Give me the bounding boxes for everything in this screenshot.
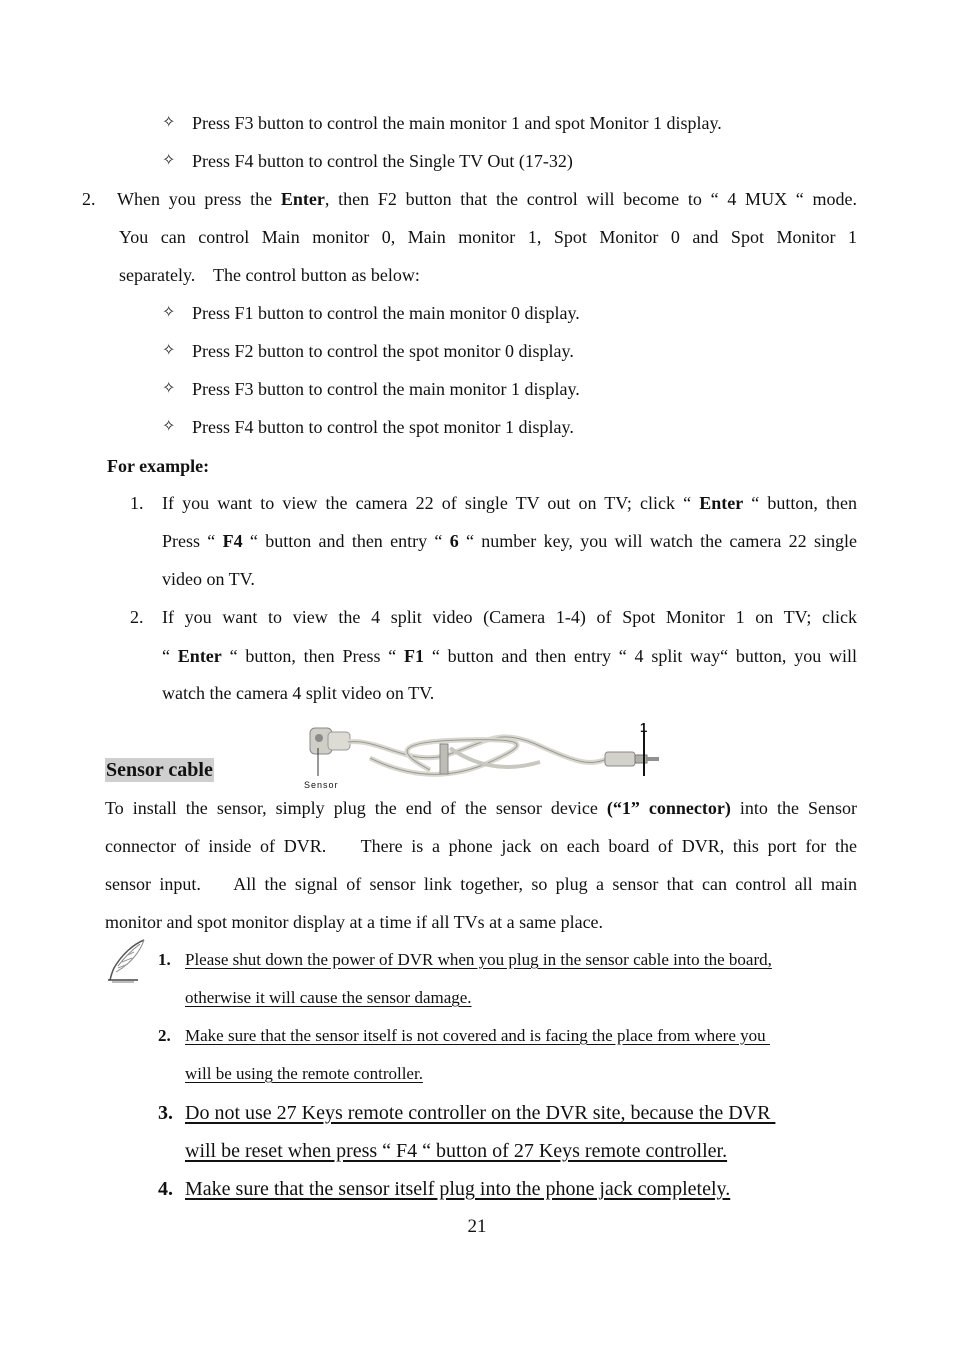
paragraph-line: “ Enter “ button, then Press “ F1 “ button and then entry “ 4 split way“ button, you will [162,646,858,666]
note-number: 4. [158,1178,173,1200]
diamond-bullet-icon: ✧ [162,152,176,169]
note-text: Make sure that the sensor itself plug into the phone jack completely. [185,1178,731,1200]
paragraph-line: If you want to view the 4 split video (Camera 1-4) of Spot Monitor 1 on TV; click [162,607,857,627]
diamond-bullet-icon: ✧ [162,380,176,397]
page-number: 21 [467,1216,487,1237]
bullet-text: Press F1 button to control the main monitor 0 display. [192,303,580,323]
diamond-bullet-icon: ✧ [162,114,176,131]
connector-label: 1 [640,720,648,735]
paragraph-line: You can control Main monitor 0, Main monitor 1, Spot Monitor 0 and Spot Monitor 1 [119,227,857,247]
bullet-text: Press F2 button to control the spot monitor 0 display. [192,341,574,361]
bullet-text: Press F3 button to control the main monitor 1 display. [192,379,580,399]
note-text: Make sure that the sensor itself is not covered and is facing the place from where you [185,1026,770,1045]
list-number: 2. [82,189,96,209]
diamond-bullet-icon: ✧ [162,418,176,435]
sensor-label: Sensor [304,780,339,790]
paragraph-line: When you press the Enter, then F2 button that the control will become to “ 4 MUX “ mode. [117,189,857,209]
note-number: 2. [158,1026,171,1045]
list-number: 1. [130,493,144,513]
paragraph-line: video on TV. [162,569,255,589]
note-number: 3. [158,1102,173,1124]
paragraph-line: sensor input. All the signal of sensor link together, so plug a sensor that can control all main [105,874,857,894]
paragraph-line: Press “ F4 “ button and then entry “ 6 “ number key, you will watch the camera 22 single [162,531,857,551]
note-number: 1. [158,950,171,969]
note-text: will be reset when press “ F4 “ button of 27 Keys remote controller. [185,1140,728,1162]
paragraph-line: If you want to view the camera 22 of single TV out on TV; click “ Enter “ button, then [162,493,857,513]
diamond-bullet-icon: ✧ [162,342,176,359]
list-number: 2. [130,607,144,627]
note-text: Do not use 27 Keys remote controller on the DVR site, because the DVR [185,1102,776,1124]
example-heading: For example: [107,456,210,476]
note-text: otherwise it will cause the sensor damage. [185,988,472,1007]
note-text: will be using the remote controller. [185,1064,423,1083]
bullet-text: Press F4 button to control the Single TV Out (17-32) [192,151,573,171]
paragraph-line: connector of inside of DVR. There is a phone jack on each board of DVR, this port for the [105,836,857,856]
diamond-bullet-icon: ✧ [162,304,176,321]
bullet-text: Press F3 button to control the main monitor 1 and spot Monitor 1 display. [192,113,722,133]
sensor-cable-heading: Sensor cable [106,759,213,781]
note-text: Please shut down the power of DVR when you plug in the sensor cable into the board, [185,950,772,969]
paragraph-line: monitor and spot monitor display at a time if all TVs at a same place. [105,912,604,932]
sensor-cable-image [300,718,670,794]
note-feather-icon [104,938,148,984]
paragraph-line: separately. The control button as below: [119,265,420,285]
paragraph-line: To install the sensor, simply plug the end of the sensor device (“1” connector) into the Sensor [105,798,857,818]
paragraph-line: watch the camera 4 split video on TV. [162,683,435,703]
bullet-text: Press F4 button to control the spot monitor 1 display. [192,417,574,437]
